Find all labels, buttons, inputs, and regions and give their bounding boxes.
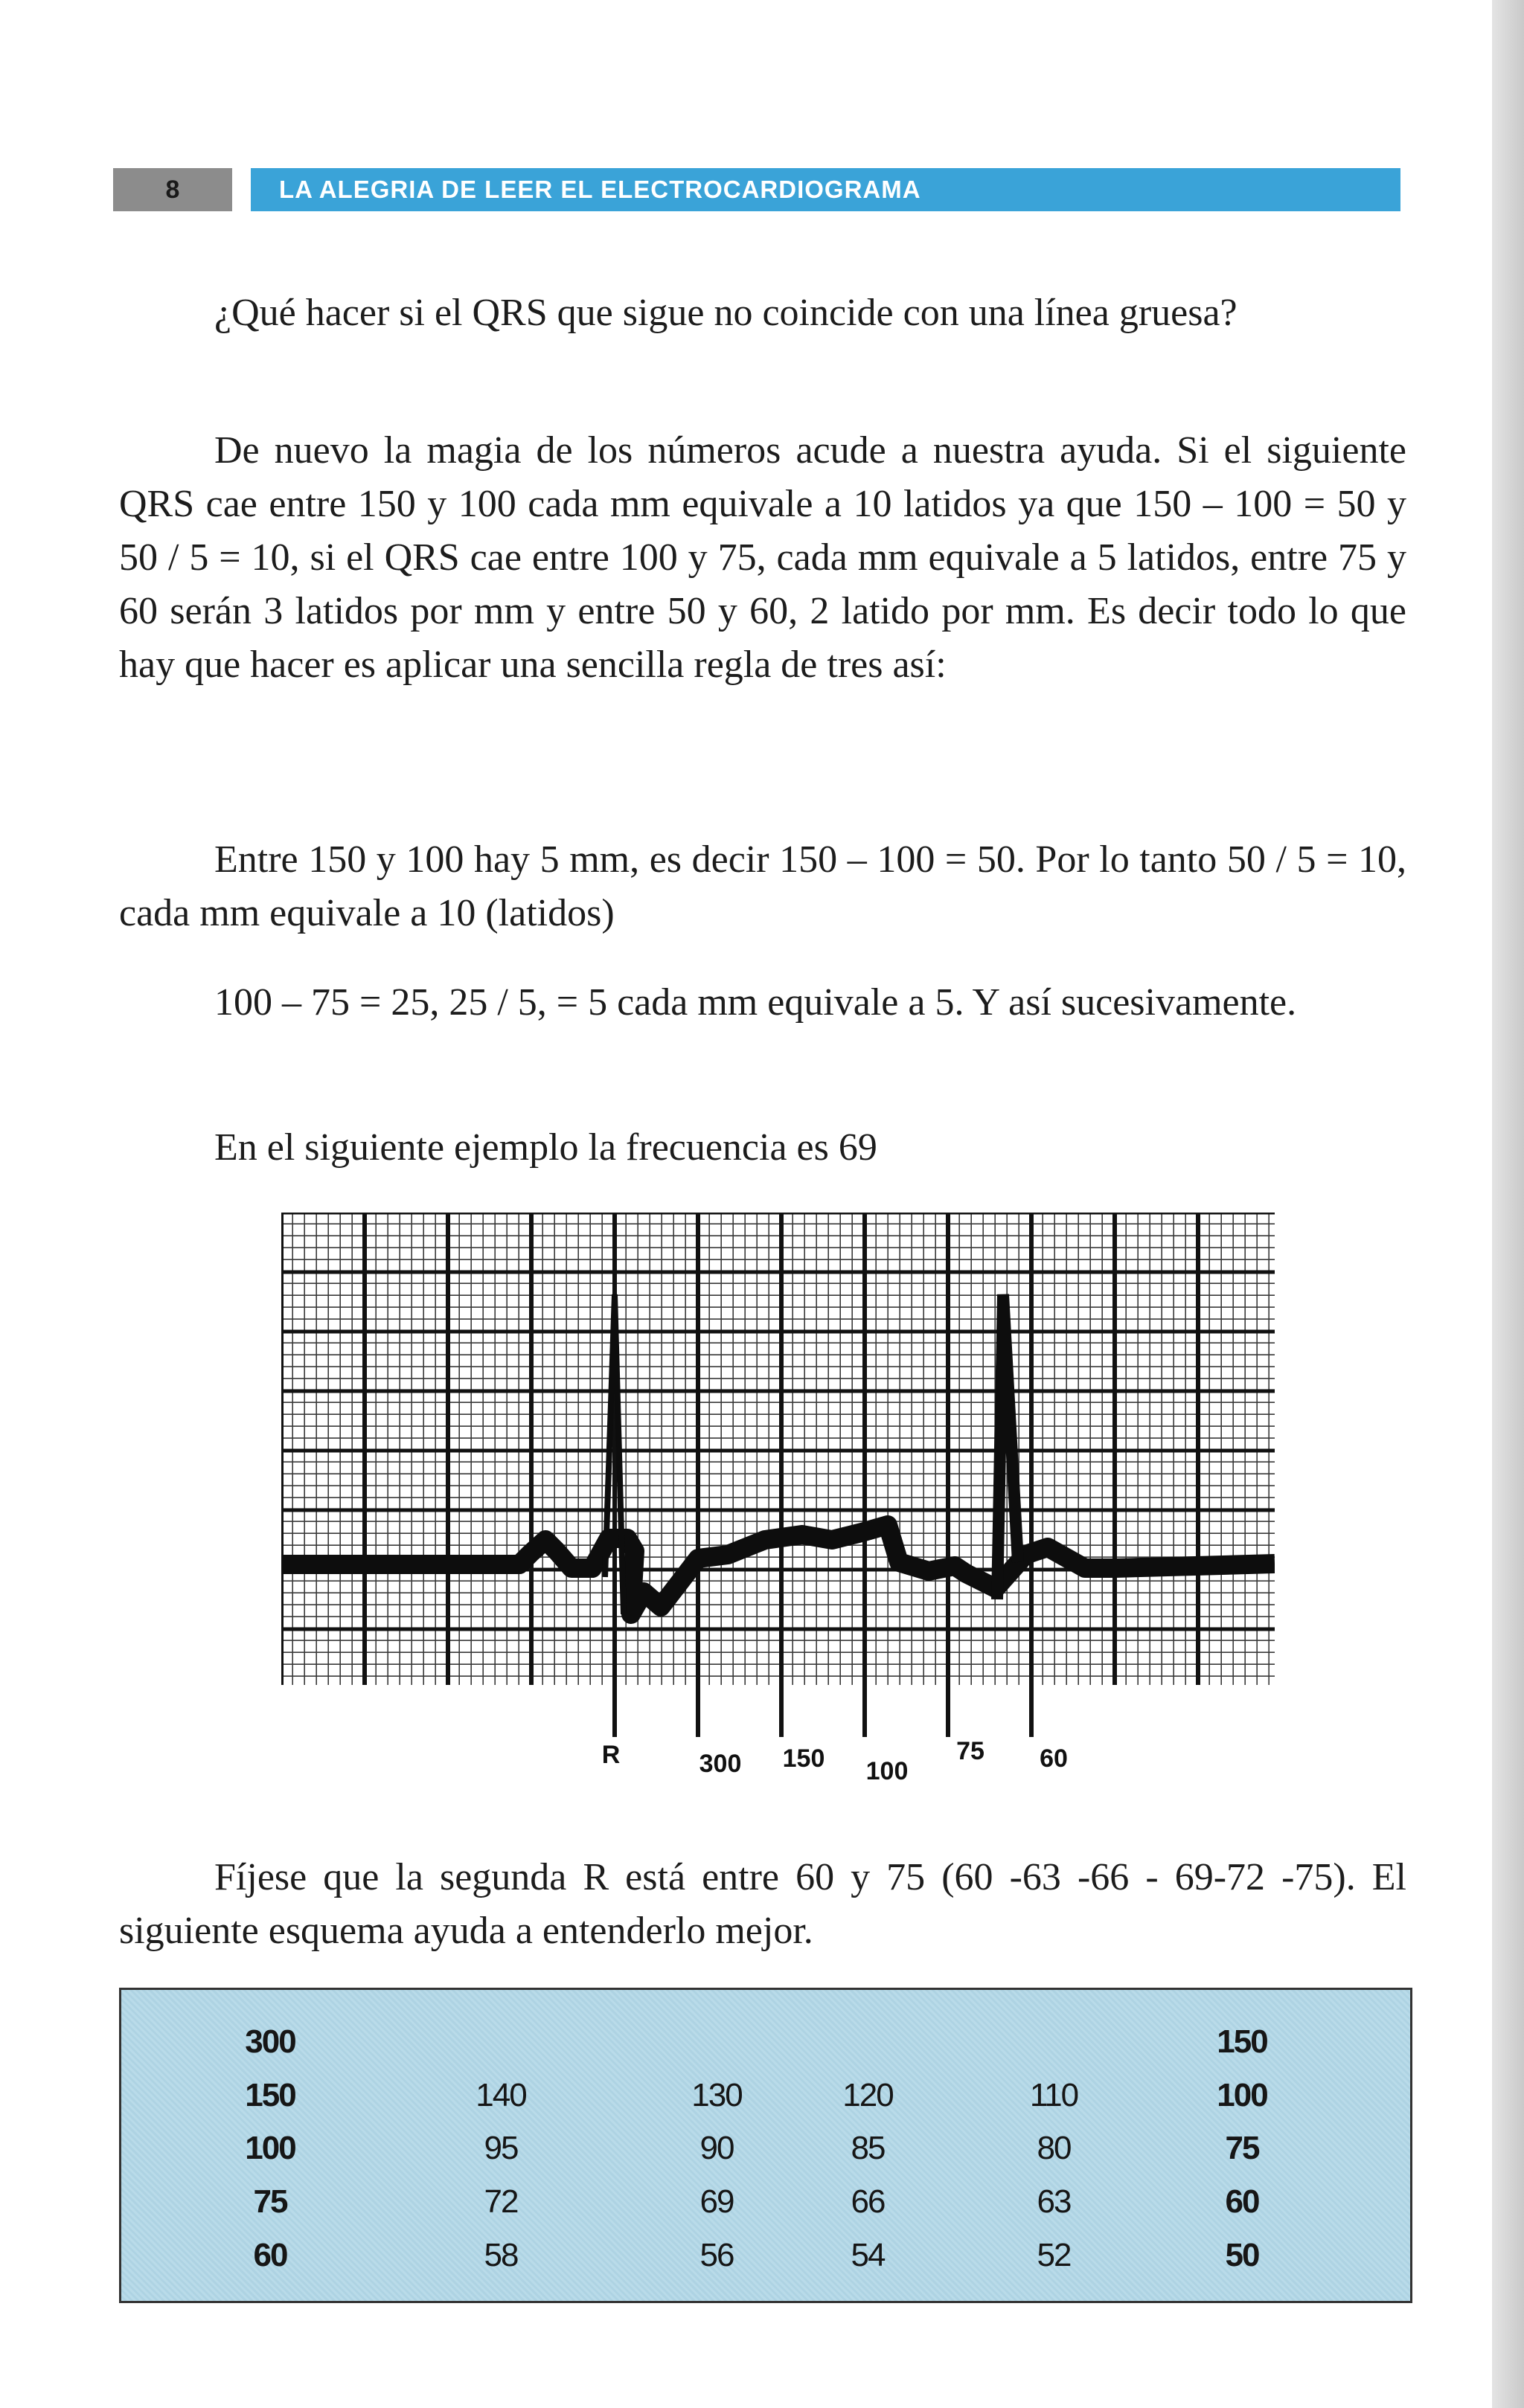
page-edge-shadow	[1492, 0, 1524, 2408]
table-cell: 60	[1225, 2183, 1259, 2220]
paragraph-1: ¿Qué hacer si el QRS que sigue no coincide con una línea gruesa?	[214, 292, 1238, 334]
table-cell: 100	[245, 2130, 295, 2166]
table-cell: 140	[476, 2077, 526, 2113]
table-cell: 100	[1217, 2077, 1267, 2113]
ecg-marker-label: 300	[699, 1750, 742, 1778]
table-cell: 130	[691, 2077, 742, 2113]
table-cell: 75	[1225, 2130, 1259, 2166]
table-cell: 75	[253, 2183, 287, 2220]
table-cell: 90	[699, 2130, 734, 2166]
table-cell: 54	[851, 2237, 885, 2273]
paragraph-5: En el siguiente ejemplo la frecuencia es 69	[214, 1126, 877, 1169]
table-cell: 52	[1037, 2237, 1071, 2273]
ecg-marker-label: 150	[782, 1744, 825, 1773]
ecg-marker-label: R	[601, 1741, 621, 1769]
table-cell: 120	[842, 2077, 893, 2113]
paragraph-6: Fíjese que la segunda R está entre 60 y 75 (60 -63 -66 - 69-72 -75). El siguiente esquema ayuda a entenderlo mejor.	[119, 1856, 1406, 1952]
heart-rate-table	[119, 1988, 1412, 2303]
ecg-marker-label: 75	[956, 1737, 984, 1765]
table-cell: 69	[699, 2183, 734, 2220]
table-cell: 66	[851, 2183, 885, 2220]
table-cell: 300	[245, 2023, 295, 2060]
table-cell: 80	[1037, 2130, 1071, 2166]
running-header	[113, 168, 1400, 211]
table-cell: 150	[1217, 2023, 1267, 2060]
table-cell: 60	[253, 2237, 287, 2273]
page-number: 8	[113, 168, 232, 211]
paragraph-2: De nuevo la magia de los números acude a nuestra ayuda. Si el siguiente QRS cae entre 150 y 100 cada mm equivale a 10 latidos ya que 150 – 100 = 50 y 50 / 5 = 10, si el QRS cae entre 100 y 75, cada mm equivale a 5 latidos, entre 75 y 60 serán 3 latidos por mm y entre 50 y 60, 2 latido por mm. Es decir todo lo que hay que hacer es aplicar una sencilla regla de tres así:	[119, 429, 1406, 686]
ecg-marker-labels	[602, 1737, 1068, 1785]
ecg-marker-label: 100	[865, 1757, 909, 1785]
ecg-figure	[281, 1213, 1275, 1793]
table-cell: 110	[1029, 2077, 1078, 2113]
ecg-strip	[281, 1213, 1275, 1793]
table-cell: 85	[851, 2130, 885, 2166]
table-cell: 56	[699, 2237, 734, 2273]
paragraph-4: 100 – 75 = 25, 25 / 5, = 5 cada mm equivale a 5. Y así sucesivamente.	[214, 981, 1297, 1024]
table-cell: 150	[245, 2077, 295, 2113]
paragraph-3: Entre 150 y 100 hay 5 mm, es decir 150 – 100 = 50. Por lo tanto 50 / 5 = 10, cada mm equivale a 10 (latidos)	[119, 838, 1406, 934]
ecg-marker-label: 60	[1040, 1744, 1068, 1773]
table-cell: 72	[484, 2183, 518, 2220]
running-title: LA ALEGRIA DE LEER EL ELECTROCARDIOGRAMA	[251, 168, 1400, 211]
table-cell: 58	[484, 2237, 518, 2273]
table-cell: 95	[484, 2130, 518, 2166]
table-cell: 63	[1037, 2183, 1071, 2220]
table-cell: 50	[1225, 2237, 1259, 2273]
